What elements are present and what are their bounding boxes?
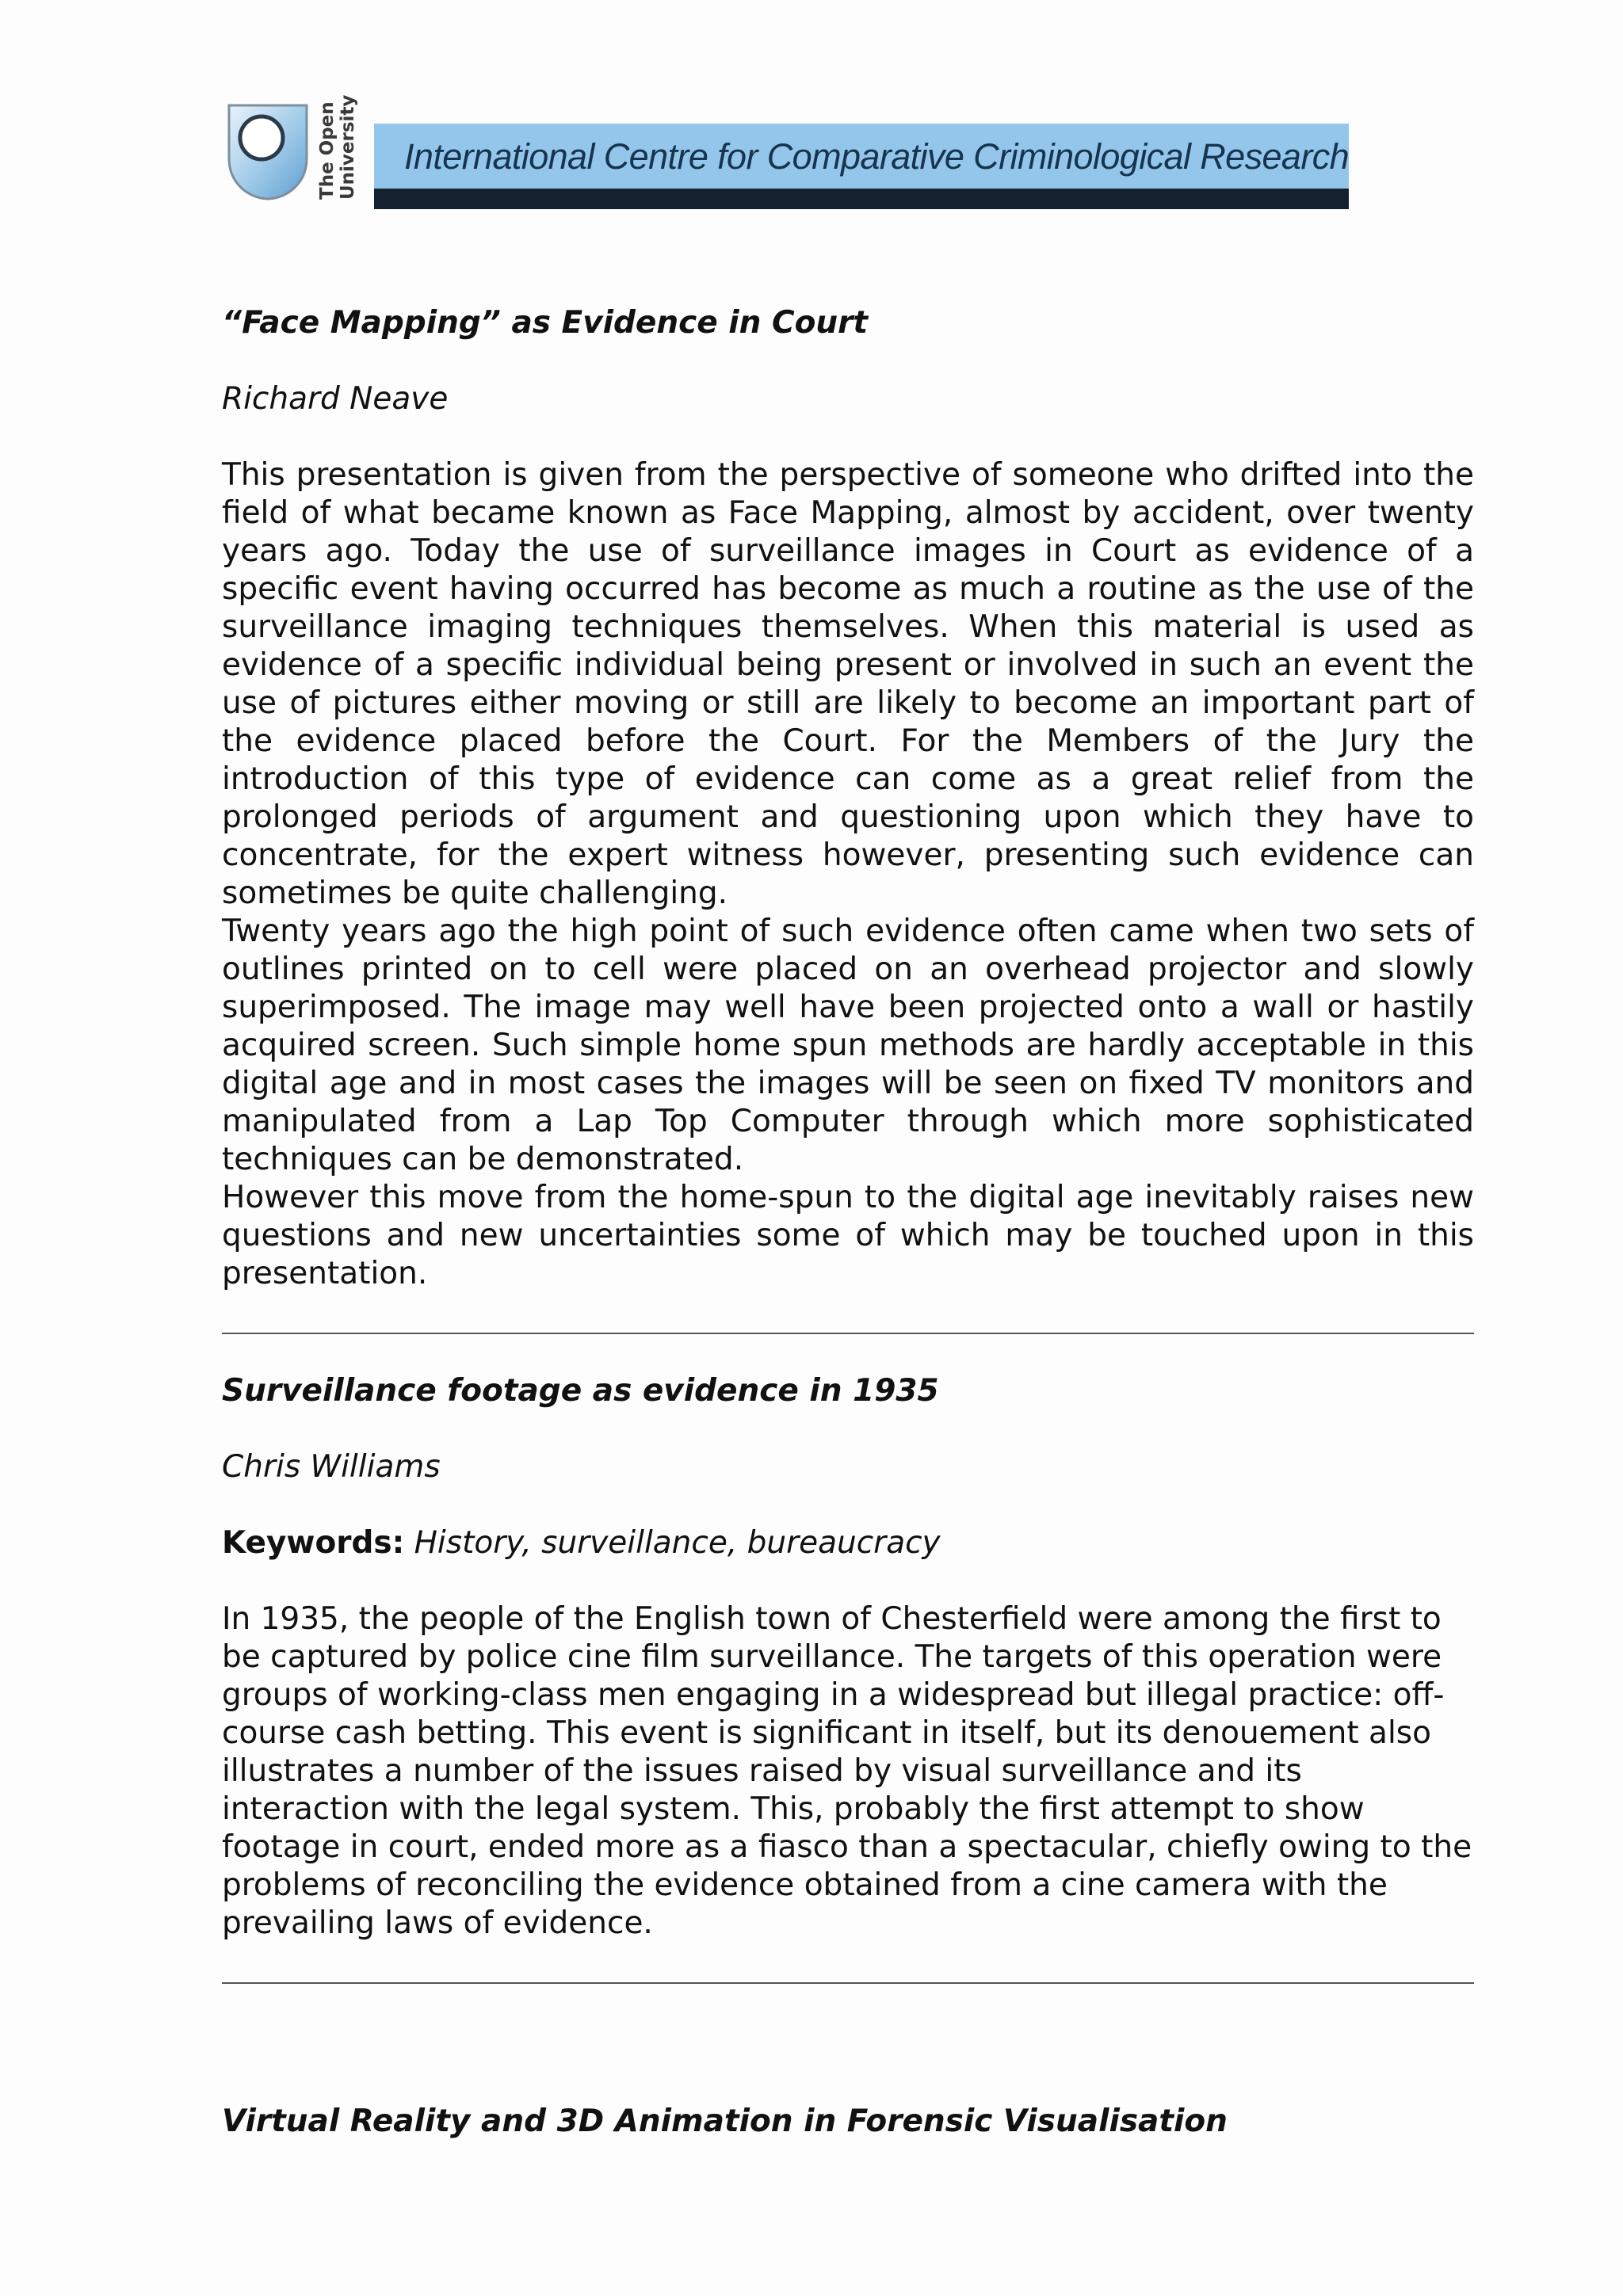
logo-line-1: The Open bbox=[317, 101, 338, 200]
body-paragraph: In 1935, the people of the English town of Chesterfield were among the first to be captured by police cine film surveillance. The targets of this operation were groups of working-class men engaging in a widespread but illegal practice: off-course cash betting. This event is significant in itself, but its denouement also illustrates a number of the issues raised by visual surveillance and its interaction with the legal system. This, probably the first attempt to show footage in court, ended more as a fiasco than a spectacular, chiefly owing to the problems of reconciling the evidence obtained from a cine camera with the prevailing laws of evidence. bbox=[222, 1601, 1472, 1941]
logo-line-2: University bbox=[338, 94, 358, 200]
banner-dark-band bbox=[374, 189, 1349, 209]
section-divider bbox=[222, 1333, 1474, 1334]
section-author: Richard Neave bbox=[222, 381, 449, 417]
section-title: Virtual Reality and 3D Animation in Forensic Visualisation bbox=[222, 2103, 1228, 2139]
page-header bbox=[225, 94, 1350, 211]
section-divider bbox=[222, 1982, 1474, 1984]
keywords-label: Keywords: bbox=[222, 1525, 405, 1561]
institute-banner bbox=[374, 124, 1349, 209]
banner-title: International Centre for Comparative Criminological Research bbox=[404, 136, 1350, 177]
keywords-values: History, surveillance, bureaucracy bbox=[414, 1525, 941, 1561]
body-paragraph: Twenty years ago the high point of such evidence often came when two sets of outlines printed on to cell were placed on an overhead projector and slowly superimposed. The image may well have been projected onto a wall or hastily acquired screen. Such simple home spun methods are hardly acceptable in this digital age and in most cases the images will be seen on fixed TV monitors and manipulated from a Lap Top Computer through which more sophisticated techniques can be demonstrated. bbox=[222, 913, 1474, 1177]
abstract-section bbox=[222, 1372, 1474, 1943]
open-university-logo bbox=[225, 94, 368, 211]
section-keywords bbox=[222, 1524, 1474, 1562]
abstract-section bbox=[222, 2103, 1474, 2141]
open-university-wordmark bbox=[314, 94, 361, 203]
body-paragraph: However this move from the home-spun to the digital age inevitably raises new questions and new uncertainties some of which may be touched upon in this presentation. bbox=[222, 1180, 1474, 1291]
section-title: “Face Mapping” as Evidence in Court bbox=[222, 305, 869, 341]
abstract-section bbox=[222, 304, 1474, 1293]
open-university-shield-icon bbox=[227, 103, 309, 201]
section-title: Surveillance footage as evidence in 1935 bbox=[222, 1373, 939, 1409]
document-body bbox=[222, 304, 1474, 2141]
body-paragraph: This presentation is given from the perspective of someone who drifted into the field of what became known as Face Mapping, almost by accident, over twenty years ago. Today the use of surveillance images in Court as evidence of a specific event having occurred has become as much a routine as the use of the surveillance imaging techniques themselves. When this material is used as evidence of a specific individual being present or involved in such an event the use of pictures either moving or still are likely to become an important part of the evidence placed before the Court. For the Members of the Jury the introduction of this type of evidence can come as a great relief from the prolonged periods of argument and questioning upon which they have to concentrate, for the expert witness however, presenting such evidence can sometimes be quite challenging. bbox=[222, 457, 1474, 911]
section-author: Chris Williams bbox=[222, 1449, 441, 1485]
